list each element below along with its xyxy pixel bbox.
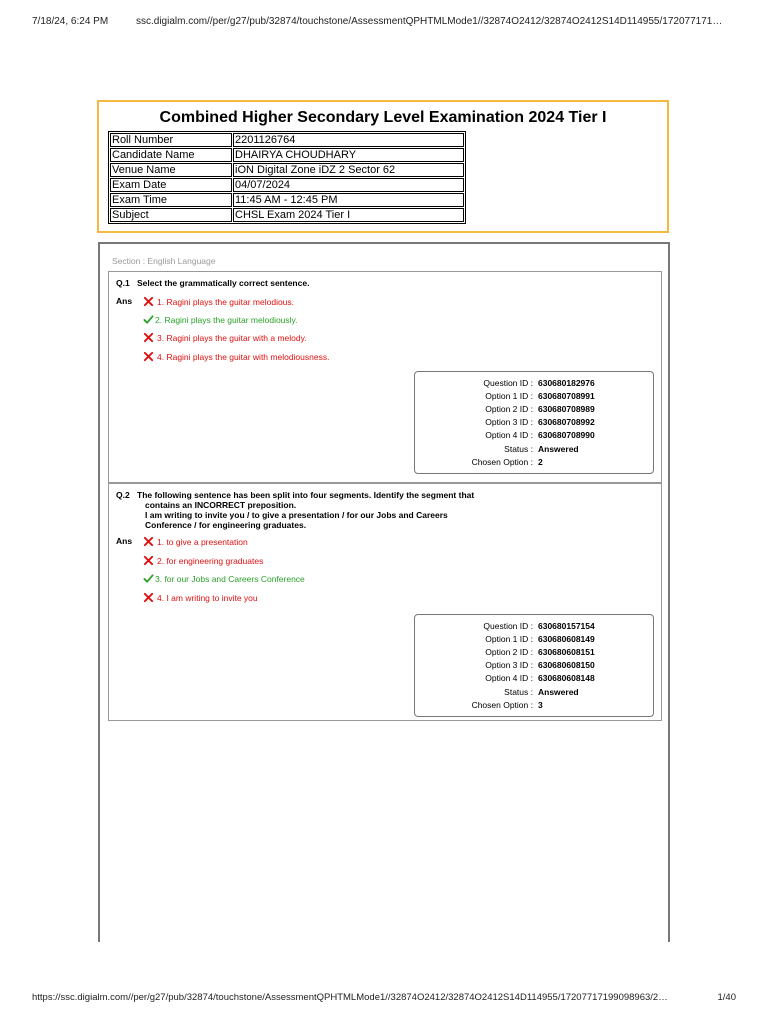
info-value: CHSL Exam 2024 Tier I bbox=[233, 208, 464, 222]
option-1 bbox=[143, 296, 294, 307]
print-footer-url: https://ssc.digialm.com//per/g27/pub/32874/touchstone/AssessmentQPHTMLMode1//32874O2412/32874O2412S14D114955/17207717199098963/2… bbox=[32, 992, 668, 1003]
info-value: 11:45 AM - 12:45 PM bbox=[233, 193, 464, 207]
cross-icon bbox=[143, 592, 154, 603]
option-4 bbox=[143, 592, 258, 603]
question-text-line: I am writing to invite you / to give a presentation / for our Jobs and Careers bbox=[145, 510, 448, 520]
info-row-subject bbox=[110, 208, 464, 222]
option-3 bbox=[143, 573, 305, 584]
option-text: 4. I am writing to invite you bbox=[157, 593, 258, 603]
option-4 bbox=[143, 351, 329, 362]
ans-label: Ans bbox=[116, 296, 133, 306]
check-icon bbox=[143, 314, 154, 325]
cross-icon bbox=[143, 555, 154, 566]
info-row-venue-name bbox=[110, 163, 464, 177]
exam-title: Combined Higher Secondary Level Examination 2024 Tier I bbox=[159, 109, 607, 126]
print-datetime: 7/18/24, 6:24 PM bbox=[32, 16, 109, 27]
ans-label: Ans bbox=[116, 536, 133, 546]
meta-question-id: Question ID : 630680157154 bbox=[483, 621, 595, 631]
info-label: Venue Name bbox=[110, 163, 232, 177]
meta-option-4-id: Option 4 ID : 630680608148 bbox=[485, 673, 595, 683]
meta-question-id: Question ID : 630680182976 bbox=[483, 378, 595, 388]
meta-status: Status : Answered bbox=[504, 444, 579, 454]
meta-option-1-id: Option 1 ID : 630680608149 bbox=[485, 634, 595, 644]
info-label: Candidate Name bbox=[110, 148, 232, 162]
info-value: 2201126764 bbox=[233, 133, 464, 147]
candidate-info-table bbox=[108, 131, 466, 224]
print-footer bbox=[32, 992, 736, 1006]
question-meta-box bbox=[414, 614, 654, 717]
option-text: 1. to give a presentation bbox=[157, 537, 248, 547]
question-block-2 bbox=[108, 483, 662, 721]
info-row-exam-date bbox=[110, 178, 464, 192]
info-value: iON Digital Zone iDZ 2 Sector 62 bbox=[233, 163, 464, 177]
info-value: DHAIRYA CHOUDHARY bbox=[233, 148, 464, 162]
info-label: Roll Number bbox=[110, 133, 232, 147]
page-number: 1/40 bbox=[717, 992, 736, 1003]
meta-status: Status : Answered bbox=[504, 687, 579, 697]
cross-icon bbox=[143, 296, 154, 307]
meta-option-4-id: Option 4 ID : 630680708990 bbox=[485, 430, 595, 440]
info-label: Subject bbox=[110, 208, 232, 222]
section-label: Section : English Language bbox=[112, 256, 216, 266]
option-text: 1. Ragini plays the guitar melodious. bbox=[157, 297, 295, 307]
question-number: Q.1 bbox=[116, 278, 130, 288]
question-meta-box bbox=[414, 371, 654, 474]
candidate-info-box bbox=[97, 100, 669, 233]
cross-icon bbox=[143, 536, 154, 547]
check-icon bbox=[143, 573, 154, 584]
option-text: 3. for our Jobs and Careers Conference bbox=[155, 574, 305, 584]
question-text-line: contains an INCORRECT preposition. bbox=[145, 500, 297, 510]
option-text: 2. Ragini plays the guitar melodiously. bbox=[155, 315, 298, 325]
option-2 bbox=[143, 555, 263, 566]
info-row-candidate-name bbox=[110, 148, 464, 162]
meta-chosen-option: Chosen Option : 2 bbox=[471, 457, 543, 467]
question-panel bbox=[98, 242, 670, 942]
meta-option-3-id: Option 3 ID : 630680708992 bbox=[485, 417, 595, 427]
option-text: 4. Ragini plays the guitar with melodiousness. bbox=[157, 352, 330, 362]
question-text: Select the grammatically correct sentence. bbox=[137, 278, 310, 288]
option-text: 2. for engineering graduates bbox=[157, 556, 264, 566]
print-header bbox=[32, 16, 736, 30]
info-row-exam-time bbox=[110, 193, 464, 207]
cross-icon bbox=[143, 332, 154, 343]
question-text-line: The following sentence has been split into four segments. Identify the segment that bbox=[137, 490, 475, 500]
info-row-roll-number bbox=[110, 133, 464, 147]
meta-option-2-id: Option 2 ID : 630680708989 bbox=[485, 404, 595, 414]
cross-icon bbox=[143, 351, 154, 362]
info-label: Exam Date bbox=[110, 178, 232, 192]
meta-option-1-id: Option 1 ID : 630680708991 bbox=[485, 391, 595, 401]
info-value: 04/07/2024 bbox=[233, 178, 464, 192]
meta-chosen-option: Chosen Option : 3 bbox=[471, 700, 543, 710]
option-3 bbox=[143, 332, 307, 343]
info-label: Exam Time bbox=[110, 193, 232, 207]
question-text-line: Conference / for engineering graduates. bbox=[145, 520, 307, 530]
meta-option-3-id: Option 3 ID : 630680608150 bbox=[485, 660, 595, 670]
question-number: Q.2 bbox=[116, 490, 130, 500]
meta-option-2-id: Option 2 ID : 630680608151 bbox=[485, 647, 595, 657]
question-text bbox=[137, 490, 497, 530]
option-text: 3. Ragini plays the guitar with a melody. bbox=[157, 333, 307, 343]
option-1 bbox=[143, 536, 248, 547]
question-block-1 bbox=[108, 271, 662, 483]
print-header-url: ssc.digialm.com//per/g27/pub/32874/touchstone/AssessmentQPHTMLMode1//32874O2412/32874O2412S14D114955/172077171… bbox=[136, 16, 723, 27]
option-2 bbox=[143, 314, 298, 325]
